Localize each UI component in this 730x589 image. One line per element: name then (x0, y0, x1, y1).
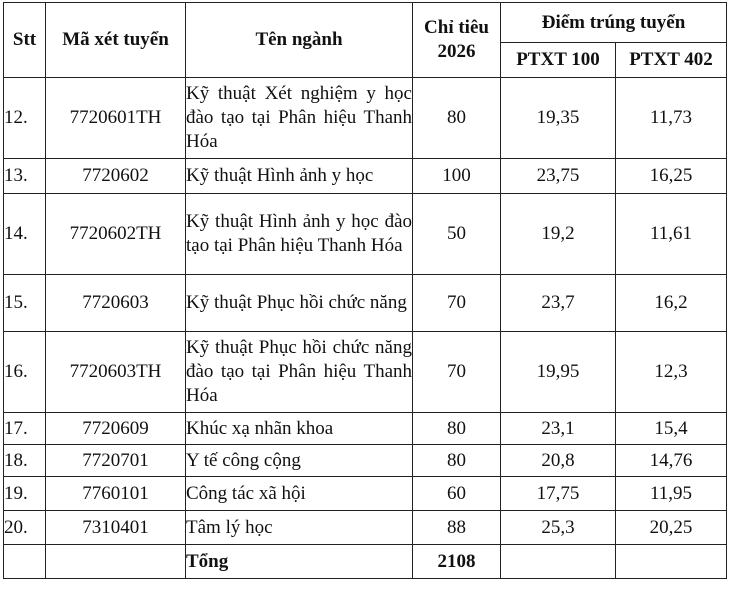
row-ptxt402: 15,4 (616, 413, 727, 445)
row-name: Công tác xã hội (186, 477, 413, 511)
total-empty-ptxt100 (501, 545, 616, 579)
row-stt: 14. (4, 194, 46, 275)
row-code: 7720609 (46, 413, 186, 445)
table-header (4, 3, 727, 78)
header-stt: Stt (4, 3, 46, 78)
total-empty-ptxt402 (616, 545, 727, 579)
row-ptxt402: 16,25 (616, 159, 727, 194)
row-code: 7720602TH (46, 194, 186, 275)
row-stt: 17. (4, 413, 46, 445)
row-code: 7720701 (46, 445, 186, 477)
row-ptxt100: 19,95 (501, 332, 616, 413)
row-stt: 19. (4, 477, 46, 511)
table-body (4, 78, 727, 579)
table-row (4, 477, 727, 511)
row-quota: 80 (413, 445, 501, 477)
row-name: Y tế công cộng (186, 445, 413, 477)
row-ptxt402: 14,76 (616, 445, 727, 477)
row-name: Kỹ thuật Xét nghiệm y học đào tạo tại Phân hiệu Thanh Hóa (186, 78, 413, 159)
row-code: 7720603 (46, 275, 186, 332)
total-row (4, 545, 727, 579)
row-code: 7720603TH (46, 332, 186, 413)
row-quota: 100 (413, 159, 501, 194)
row-stt: 18. (4, 445, 46, 477)
header-quota (413, 3, 501, 78)
row-name: Kỹ thuật Phục hồi chức năng (186, 275, 413, 332)
row-quota: 88 (413, 511, 501, 545)
table-row (4, 78, 727, 159)
row-ptxt100: 19,2 (501, 194, 616, 275)
row-code: 7760101 (46, 477, 186, 511)
row-ptxt100: 23,7 (501, 275, 616, 332)
row-ptxt100: 23,75 (501, 159, 616, 194)
header-ptxt402: PTXT 402 (616, 43, 727, 78)
row-name: Kỹ thuật Phục hồi chức năng đào tạo tại Phân hiệu Thanh Hóa (186, 332, 413, 413)
header-name: Tên ngành (186, 3, 413, 78)
table-row (4, 332, 727, 413)
row-ptxt100: 19,35 (501, 78, 616, 159)
table-row (4, 159, 727, 194)
row-quota: 70 (413, 332, 501, 413)
row-stt: 13. (4, 159, 46, 194)
row-ptxt402: 11,73 (616, 78, 727, 159)
row-quota: 80 (413, 78, 501, 159)
header-code: Mã xét tuyển (46, 3, 186, 78)
row-ptxt402: 11,61 (616, 194, 727, 275)
row-ptxt100: 20,8 (501, 445, 616, 477)
header-quota-line2: 2026 (437, 41, 476, 62)
row-quota: 50 (413, 194, 501, 275)
row-quota: 80 (413, 413, 501, 445)
row-ptxt402: 16,2 (616, 275, 727, 332)
row-quota: 70 (413, 275, 501, 332)
row-code: 7720602 (46, 159, 186, 194)
admission-table (3, 2, 727, 579)
row-stt: 16. (4, 332, 46, 413)
row-stt: 20. (4, 511, 46, 545)
header-quota-line1: Chỉ tiêu (424, 17, 489, 38)
row-stt: 15. (4, 275, 46, 332)
row-ptxt402: 11,95 (616, 477, 727, 511)
row-code: 7310401 (46, 511, 186, 545)
total-empty-stt (4, 545, 46, 579)
total-label: Tổng (186, 545, 413, 579)
table-row (4, 413, 727, 445)
row-ptxt100: 23,1 (501, 413, 616, 445)
row-name: Khúc xạ nhãn khoa (186, 413, 413, 445)
row-name: Kỹ thuật Hình ảnh y học đào tạo tại Phân hiệu Thanh Hóa (186, 194, 413, 275)
row-stt: 12. (4, 78, 46, 159)
row-ptxt402: 20,25 (616, 511, 727, 545)
row-name: Tâm lý học (186, 511, 413, 545)
row-code: 7720601TH (46, 78, 186, 159)
table-row (4, 511, 727, 545)
table-row (4, 275, 727, 332)
table-row (4, 194, 727, 275)
header-scores: Điểm trúng tuyển (501, 3, 727, 43)
total-empty-code (46, 545, 186, 579)
total-value: 2108 (413, 545, 501, 579)
table-row (4, 445, 727, 477)
header-ptxt100: PTXT 100 (501, 43, 616, 78)
row-name: Kỹ thuật Hình ảnh y học (186, 159, 413, 194)
row-ptxt100: 25,3 (501, 511, 616, 545)
row-quota: 60 (413, 477, 501, 511)
row-ptxt100: 17,75 (501, 477, 616, 511)
row-ptxt402: 12,3 (616, 332, 727, 413)
